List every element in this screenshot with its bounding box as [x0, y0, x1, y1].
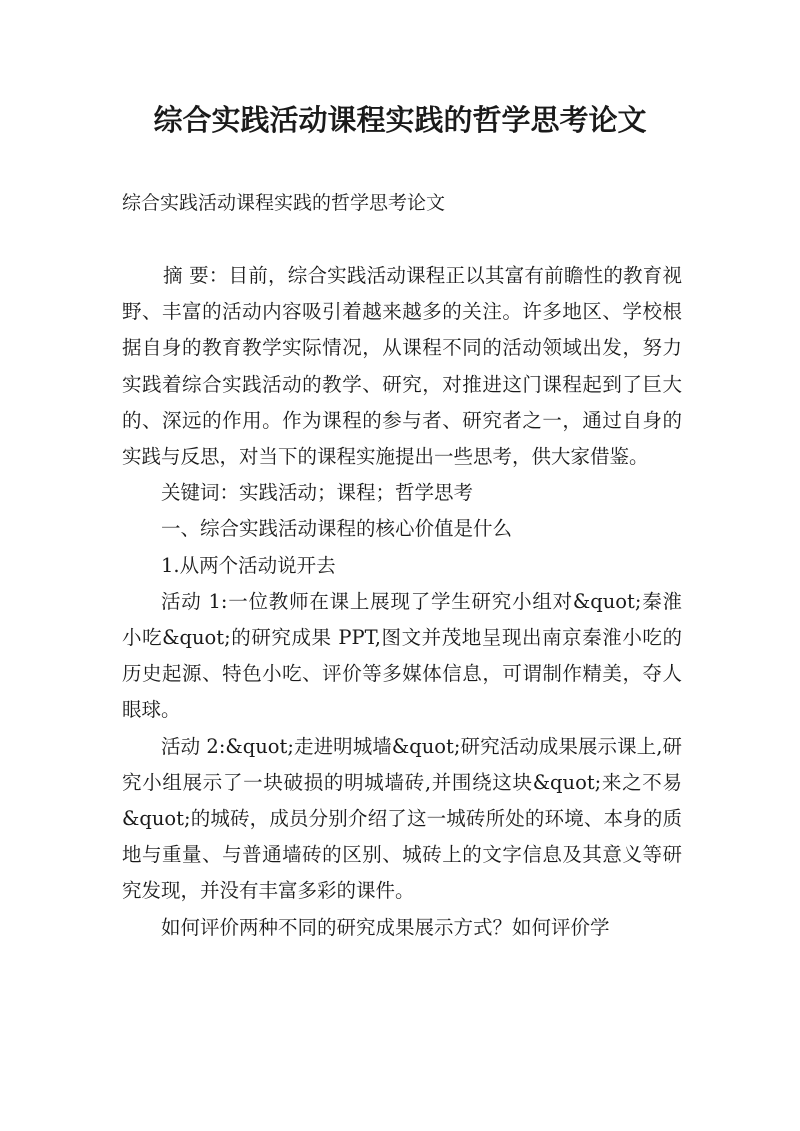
abstract-paragraph: 摘 要：目前，综合实践活动课程正以其富有前瞻性的教育视野、丰富的活动内容吸引着越来越多的关注。许多地区、学校根据自身的教育教学实际情况，从课程不同的活动领域出发，努力实践着综合实践活动的教学、研究，对推进这门课程起到了巨大的、深远的作用。作为课程的参与者、研究者之一，通过自身的实践与反思，对当下的课程实施提出一些思考，供大家借鉴。: [122, 264, 682, 469]
body-paragraph: 如何评价两种不同的研究成果展示方式？如何评价学: [161, 915, 610, 939]
document-title: 综合实践活动课程实践的哲学思考论文: [153, 103, 647, 137]
document-body: [122, 258, 682, 946]
document-subtitle: 综合实践活动课程实践的哲学思考论文: [122, 192, 446, 214]
keywords-paragraph: 关键词：实践活动；课程；哲学思考: [161, 481, 474, 505]
section-heading: 一、综合实践活动课程的核心价值是什么: [161, 517, 513, 541]
body-paragraph: 活动 2:&quot;走进明城墙&quot;研究活动成果展示课上,研究小组展示了一块破损的明城墙砖,并围绕这块&quot;来之不易&quot;的城砖，成员分别介绍了这一城砖所处的环境、本身的质地与重量、与普通墙砖的区别、城砖上的文字信息及其意义等研究发现，并没有丰富多彩的课件。: [122, 734, 682, 903]
body-paragraph: 活动 1:一位教师在课上展现了学生研究小组对&quot;秦淮小吃&quot;的研究成果 PPT,图文并茂地呈现出南京秦淮小吃的历史起源、特色小吃、评价等多媒体信息，可谓制作精美，夺人眼球。: [122, 589, 682, 722]
subsection-heading: 1.从两个活动说开去: [161, 553, 336, 577]
